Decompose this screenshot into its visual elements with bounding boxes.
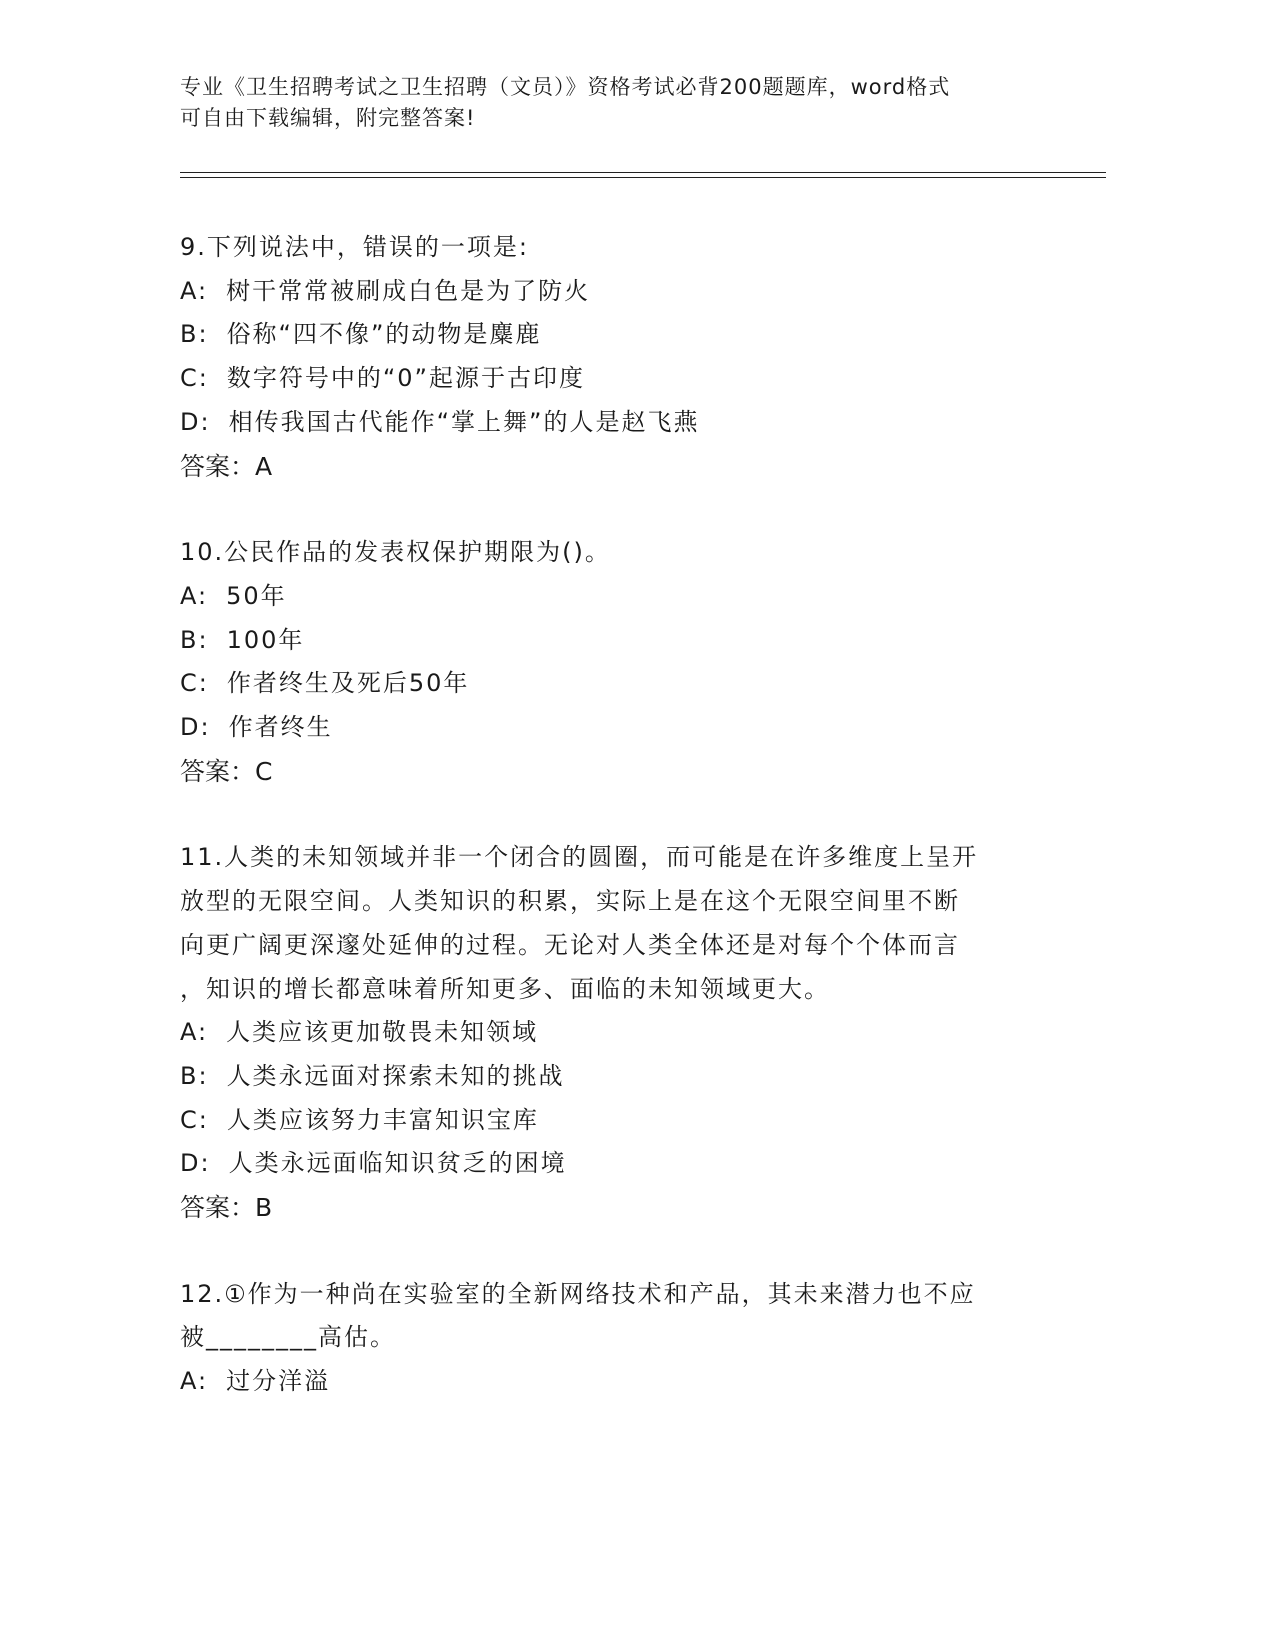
option-letter: B: <box>180 625 209 654</box>
question-stem-line: 11.人类的未知领域并非一个闭合的圆圈，而可能是在许多维度上呈开 <box>180 843 979 872</box>
question-stem: 10.公民作品的发表权保护期限为()。 <box>180 538 611 567</box>
option-letter: A: <box>180 276 209 305</box>
header-line-1: 专业《卫生招聘考试之卫生招聘（文员）》资格考试必背200题题库，word格式 <box>180 75 951 99</box>
option-a <box>180 1011 1030 1055</box>
option-letter: A: <box>180 1018 209 1047</box>
option-text: 树干常常被刷成白色是为了防火 <box>226 276 591 305</box>
option-letter: A: <box>180 1367 209 1396</box>
question-11 <box>180 836 1030 1229</box>
option-b <box>180 1055 1030 1099</box>
question-stem-line: ，知识的增长都意味着所知更多、面临的未知领域更大。 <box>180 974 830 1003</box>
answer-line: 答案：C <box>180 756 273 786</box>
option-c <box>180 662 1030 706</box>
option-d <box>180 401 1030 445</box>
question-stem-line: 向更广阔更深邃处延伸的过程。无论对人类全体还是对每个个体而言 <box>180 930 960 959</box>
option-letter: D: <box>180 713 211 742</box>
option-letter: C: <box>180 1105 209 1134</box>
option-text: 过分洋溢 <box>226 1367 331 1396</box>
question-stem-line: 放型的无限空间。人类知识的积累，实际上是在这个无限空间里不断 <box>180 887 960 916</box>
option-letter: B: <box>180 1061 209 1090</box>
question-stem: 9.下列说法中，错误的一项是: <box>180 233 529 261</box>
header-divider-bottom <box>180 177 1106 178</box>
option-b <box>180 313 1030 357</box>
option-letter: B: <box>180 320 209 349</box>
option-text: 数字符号中的“0”起源于古印度 <box>226 364 585 393</box>
option-a <box>180 1360 1030 1404</box>
option-letter: A: <box>180 581 209 610</box>
header-line-2: 可自由下载编辑，附完整答案! <box>180 106 476 130</box>
option-text: 100年 <box>226 625 305 654</box>
option-b <box>180 619 1030 663</box>
option-text: 作者终生 <box>228 713 333 742</box>
option-c <box>180 1099 1030 1143</box>
header-divider-top <box>180 172 1106 173</box>
option-text: 50年 <box>226 581 287 610</box>
option-c <box>180 357 1030 401</box>
question-stem-line: 被________高估。 <box>180 1323 396 1352</box>
option-letter: C: <box>180 364 209 393</box>
option-letter: D: <box>180 407 211 436</box>
answer-line: 答案：A <box>180 451 273 481</box>
option-a <box>180 575 1030 619</box>
option-text: 相传我国古代能作“掌上舞”的人是赵飞燕 <box>228 407 700 436</box>
option-text: 作者终生及死后50年 <box>226 669 470 698</box>
option-text: 人类应该努力丰富知识宝库 <box>226 1105 539 1134</box>
document-header <box>180 72 1080 134</box>
option-letter: D: <box>180 1149 211 1178</box>
option-a <box>180 270 1030 314</box>
question-stem-line: 12.①作为一种尚在实验室的全新网络技术和产品，其未来潜力也不应 <box>180 1279 976 1308</box>
question-12 <box>180 1273 1030 1404</box>
option-text: 俗称“四不像”的动物是麋鹿 <box>226 320 542 349</box>
option-d <box>180 706 1030 750</box>
question-9 <box>180 226 1030 488</box>
option-d <box>180 1142 1030 1186</box>
answer-line: 答案：B <box>180 1193 273 1223</box>
option-letter: C: <box>180 669 209 698</box>
option-text: 人类永远面临知识贫乏的困境 <box>228 1149 567 1178</box>
question-list <box>180 226 1030 1447</box>
option-text: 人类永远面对探索未知的挑战 <box>226 1061 565 1090</box>
option-text: 人类应该更加敬畏未知领域 <box>226 1018 539 1047</box>
question-10 <box>180 531 1030 793</box>
